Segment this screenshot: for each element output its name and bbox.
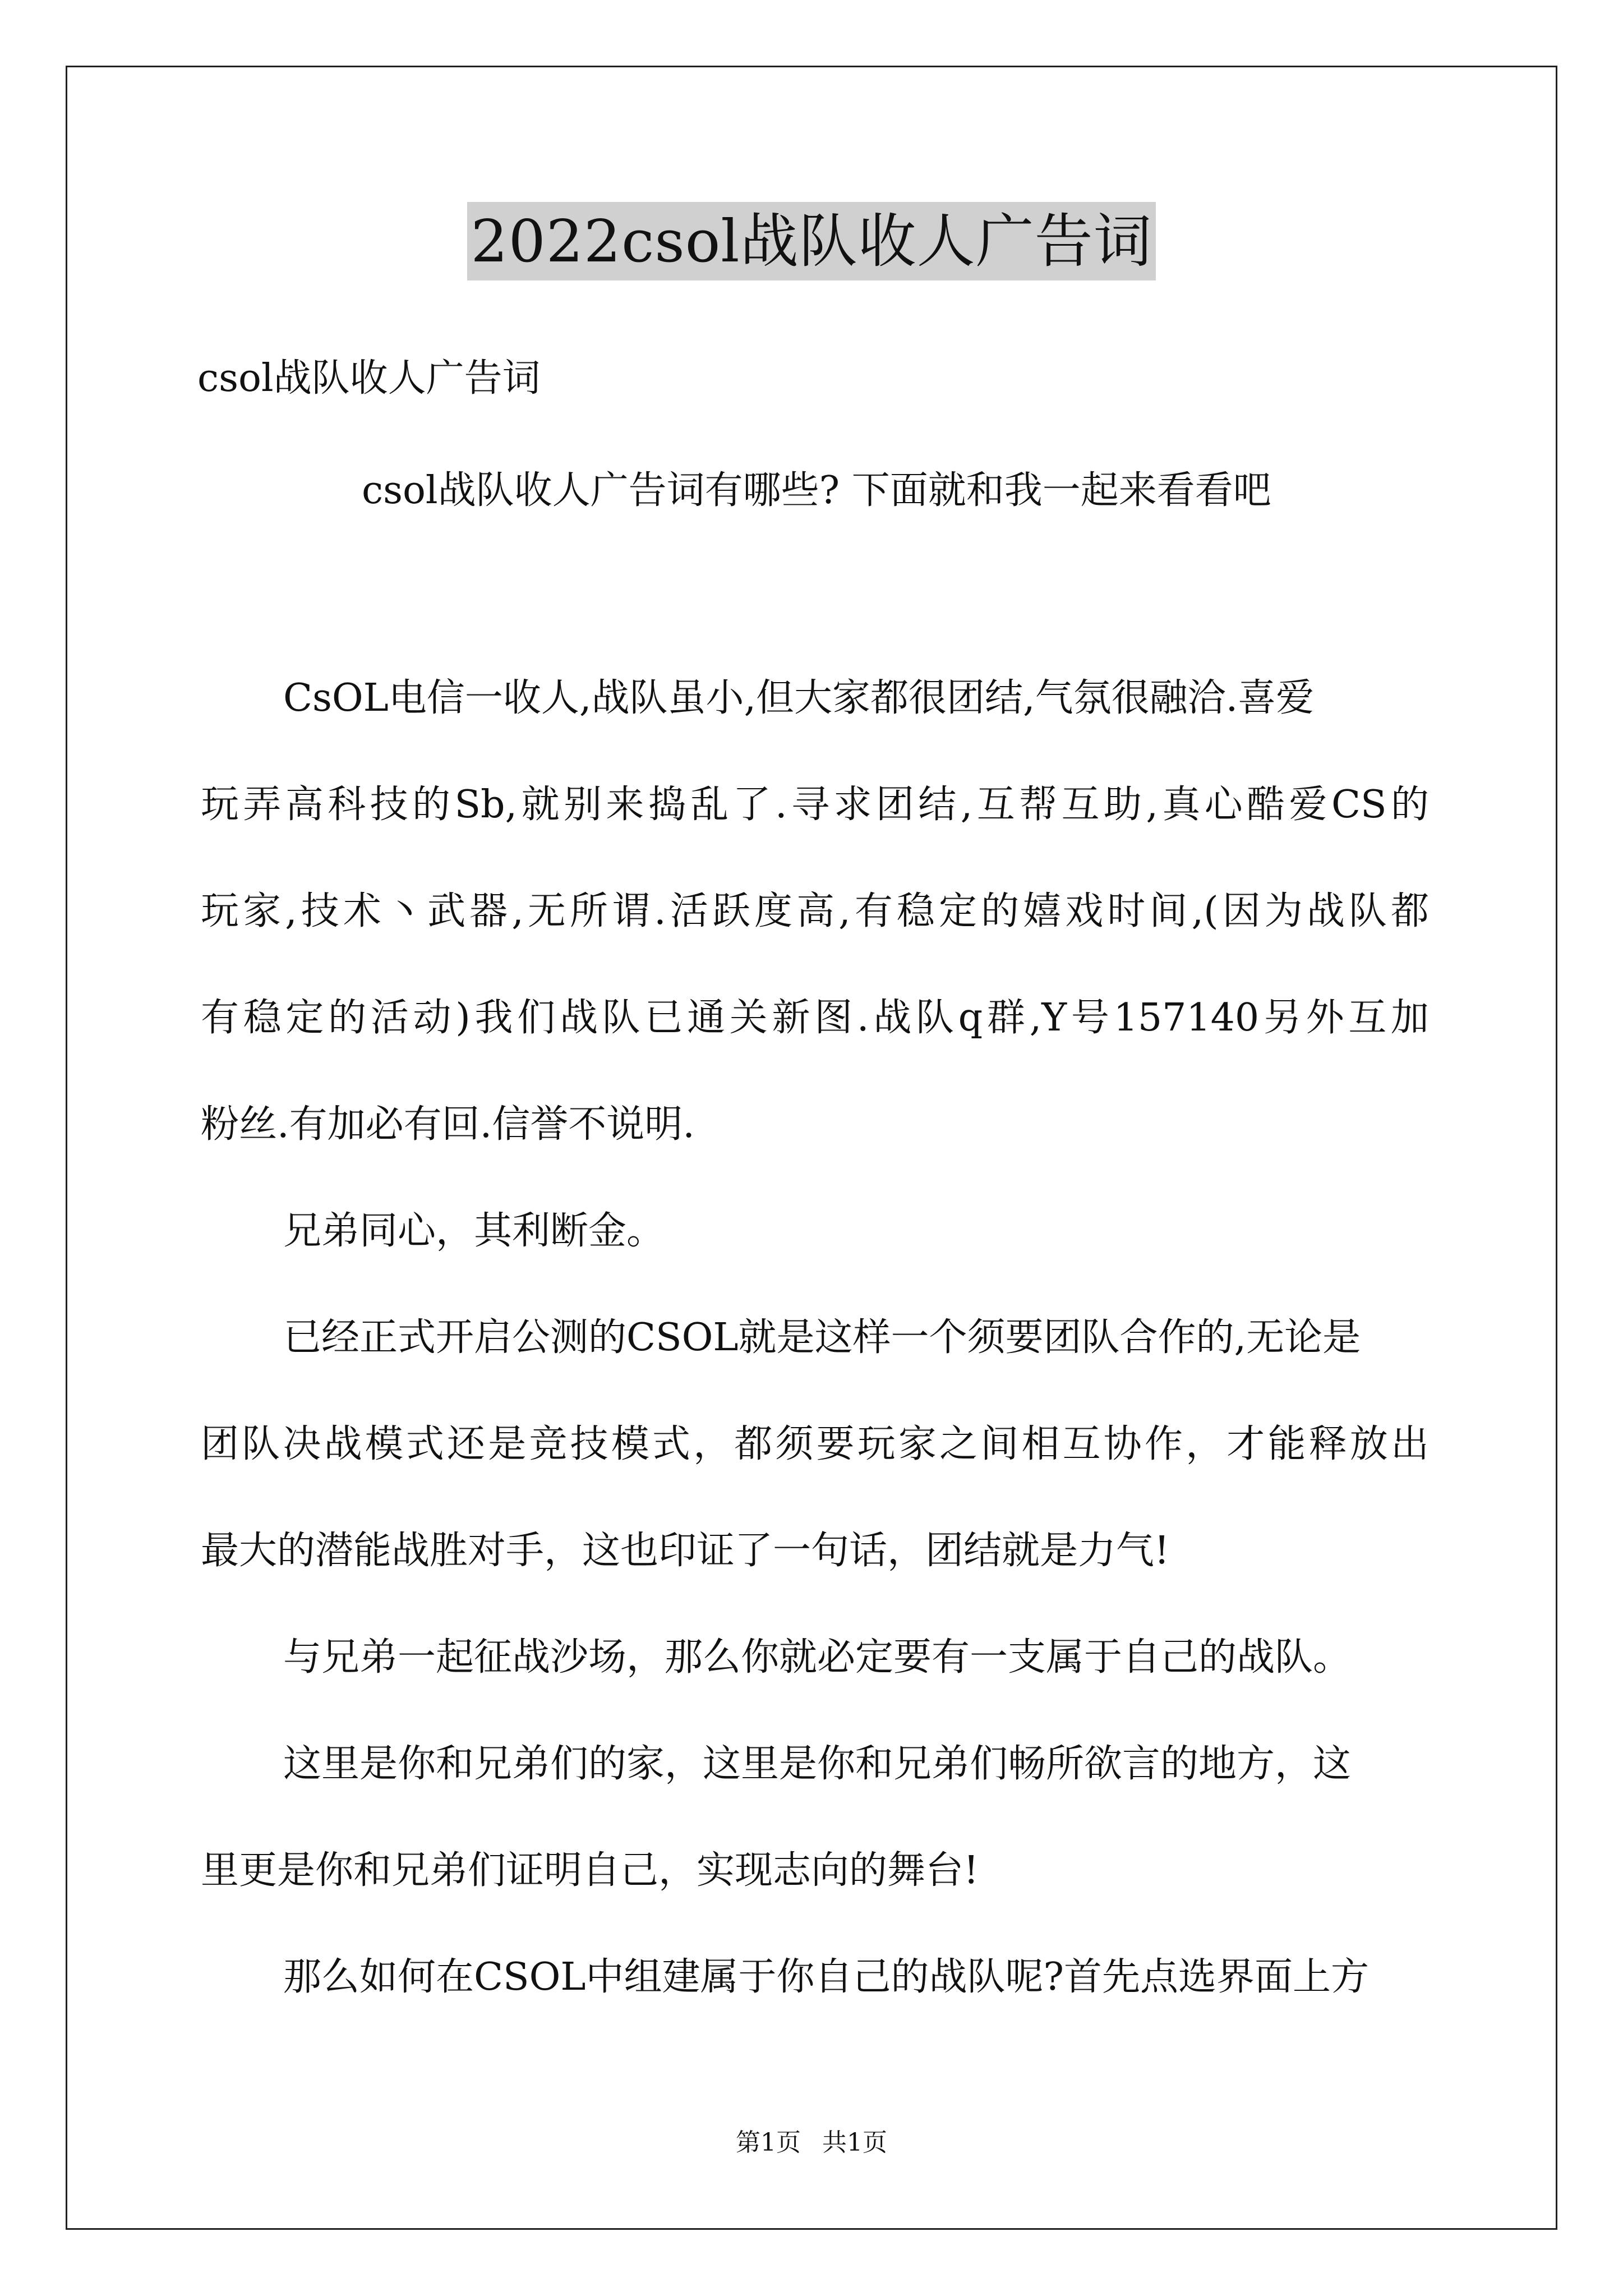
paragraph-line: 这里是你和兄弟们的家，这里是你和兄弟们畅所欲言的地方，这	[283, 1742, 1352, 1786]
paragraph-line: CsOL电信一收人,战队虽小,但大家都很团结,气氛很融洽.喜爱	[283, 676, 1315, 720]
subtitle-line: csol战队收人广告词	[197, 356, 541, 401]
page-footer	[0, 2126, 1623, 2160]
paragraph-line: 有稳定的活动)我们战队已通关新图.战队q群,Y号157140另外互加	[201, 996, 1429, 1040]
document-title-text: 2022csol战队收人广告词	[467, 202, 1155, 280]
intro-line: csol战队收人广告词有哪些? 下面就和我一起来看看吧	[362, 468, 1271, 513]
document-title	[0, 202, 1623, 280]
paragraph-line: 那么如何在CSOL中组建属于你自己的战队呢?首先点选界面上方	[283, 1955, 1369, 1999]
page-number: 第1页	[736, 2128, 801, 2157]
paragraph-line: 里更是你和兄弟们证明自己，实现志向的舞台!	[201, 1848, 979, 1893]
paragraph-line: 兄弟同心，其利断金。	[283, 1209, 665, 1253]
paragraph-line: 粉丝.有加必有回.信誉不说明.	[201, 1102, 695, 1147]
page-total: 共1页	[822, 2128, 887, 2157]
paragraph-line: 团队决战模式还是竞技模式，都须要玩家之间相互协作，才能释放出	[201, 1422, 1429, 1466]
paragraph-line: 与兄弟一起征战沙场，那么你就必定要有一支属于自己的战队。	[283, 1635, 1352, 1680]
paragraph-line: 已经正式开启公测的CSOL就是这样一个须要团队合作的,无论是	[283, 1315, 1361, 1360]
paragraph-line: 玩弄高科技的Sb,就别来捣乱了.寻求团结,互帮互助,真心酷爱CS的	[201, 783, 1429, 827]
paragraph-line: 最大的潜能战胜对手，这也印证了一句话，团结就是力气!	[201, 1529, 1170, 1573]
paragraph-line: 玩家,技术丶武器,无所谓.活跃度高,有稳定的嬉戏时间,(因为战队都	[201, 889, 1429, 933]
